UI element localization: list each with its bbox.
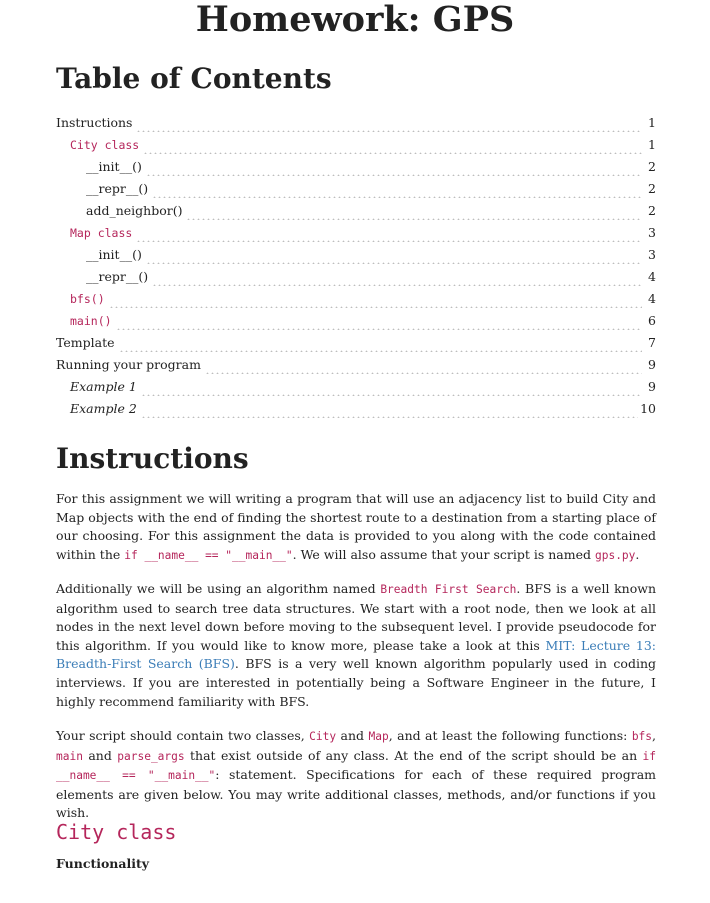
toc-entry-label[interactable]: [56, 312, 114, 330]
toc-entry-page: 4: [648, 269, 656, 284]
inline-code: Map: [368, 730, 389, 743]
text-span: . BFS is a very well known algorithm popularly used in coding interviews. If you are interested in potentially being a Software Engineer in the future, I highly recommend familiarity with BFS.: [56, 656, 656, 709]
toc-dot-leader: [146, 162, 642, 176]
toc-entry-label[interactable]: add_neighbor(): [86, 203, 183, 218]
toc-entry-label[interactable]: __repr__(): [86, 269, 149, 284]
toc-entry[interactable]: [56, 330, 656, 352]
text-span: Additionally we will be using an algorithm named: [56, 581, 381, 596]
toc-dot-leader: [119, 338, 643, 352]
toc-entry[interactable]: [56, 242, 656, 264]
inline-code: Breadth First Search: [380, 583, 517, 596]
inline-code: main: [56, 749, 83, 763]
toc-dot-leader: [109, 294, 642, 308]
toc-dot-leader: [152, 272, 642, 286]
text-span: : statement. Specifications for each of these required program elements are given below. You may write additional classes, methods, and/or functions if you wish.: [56, 767, 656, 821]
toc-entry[interactable]: [56, 176, 656, 198]
toc-entry-label[interactable]: Template: [56, 335, 115, 350]
toc-dot-leader: [141, 404, 638, 418]
toc-entry-page: 3: [648, 225, 656, 240]
toc-entry-page: 2: [648, 203, 656, 218]
toc-dot-leader: [205, 360, 642, 374]
toc-dot-leader: [116, 316, 642, 330]
toc-dot-leader: [136, 118, 642, 132]
toc-entry-code-label: Map class: [70, 226, 133, 240]
toc-entry[interactable]: [56, 220, 656, 242]
toc-entry-code-label: City class: [70, 138, 140, 152]
toc-entry-label[interactable]: Running your program: [56, 357, 201, 372]
instructions-paragraph-2: [56, 580, 656, 711]
toc-entry-page: 10: [640, 401, 656, 416]
toc-entry-page: 2: [648, 159, 656, 174]
table-of-contents: [56, 110, 656, 418]
text-span: that exist outside of any class. At the end of the script should be an: [184, 747, 643, 763]
toc-entry[interactable]: [56, 396, 656, 418]
instructions-paragraph-3: [56, 727, 656, 823]
toc-entry-code-label: main(): [70, 314, 112, 328]
toc-entry[interactable]: [56, 132, 656, 154]
toc-dot-leader: [146, 250, 642, 264]
inline-code: if __name__ == "__main__": [124, 548, 293, 562]
text-span: .: [635, 546, 640, 562]
toc-entry[interactable]: [56, 110, 656, 132]
text-span: . BFS is a well known algorithm used to search tree data structures. We start with a root node, then we look at all nodes in the next level down before moving to the subsequent level. I provide pseudocode for this algorithm. If you would like to know more, please take a look at this: [56, 581, 657, 653]
toc-entry[interactable]: [56, 154, 656, 176]
text-span: . We will also assume that your script is named: [292, 546, 595, 562]
toc-entry-label[interactable]: [56, 224, 134, 242]
toc-dot-leader: [143, 140, 642, 154]
text-span: ,: [652, 728, 657, 743]
inline-code: if __name__ == "__main__": [56, 749, 657, 783]
toc-entry-code-label: bfs(): [70, 292, 105, 306]
text-span: and: [336, 728, 369, 743]
toc-entry-label[interactable]: [56, 290, 107, 308]
text-span: Your script should contain two classes,: [56, 728, 310, 743]
text-span: , and at least the following functions:: [388, 728, 632, 743]
text-span: For this assignment we will writing a program that will use an adjacency list to build City and Map objects with the end of finding the shortest route to a destination from a starting place of our choosing. For this assignment the data is provided to you along with the code contained within the: [56, 491, 656, 562]
toc-entry[interactable]: [56, 286, 656, 308]
functionality-heading: Functionality: [56, 856, 150, 871]
inline-code: City: [309, 730, 337, 743]
toc-entry[interactable]: [56, 264, 656, 286]
toc-entry-page: 1: [648, 115, 656, 130]
toc-entry-label[interactable]: __init__(): [86, 247, 142, 262]
toc-entry[interactable]: [56, 374, 656, 396]
toc-entry-page: 4: [648, 291, 656, 306]
toc-entry-label[interactable]: Instructions: [56, 115, 133, 130]
text-span: and: [82, 747, 118, 763]
toc-entry-page: 7: [648, 335, 656, 350]
inline-code: bfs: [631, 730, 653, 743]
toc-heading: Table of Contents: [56, 62, 332, 95]
mit-bfs-lecture-link[interactable]: MIT: Lecture 13: Breadth-First Search (BFS): [56, 637, 656, 672]
toc-dot-leader: [186, 206, 642, 220]
toc-entry-label[interactable]: __repr__(): [86, 181, 149, 196]
toc-entry-page: 9: [648, 379, 656, 394]
toc-entry-label[interactable]: Example 2: [70, 401, 137, 416]
instructions-paragraph-1: [56, 490, 656, 565]
toc-entry-page: 9: [648, 357, 656, 372]
toc-entry[interactable]: [56, 198, 656, 220]
toc-entry-page: 1: [648, 137, 656, 152]
toc-entry[interactable]: [56, 308, 656, 330]
toc-dot-leader: [152, 184, 642, 198]
toc-dot-leader: [141, 382, 642, 396]
city-class-heading: City class: [56, 820, 177, 844]
toc-entry[interactable]: [56, 352, 656, 374]
toc-entry-label[interactable]: [56, 136, 141, 154]
inline-code: parse_args: [117, 749, 185, 763]
toc-entry-page: 3: [648, 247, 656, 262]
toc-entry-page: 2: [648, 181, 656, 196]
document-title: Homework: GPS: [195, 0, 515, 40]
toc-dot-leader: [136, 228, 642, 242]
toc-entry-label[interactable]: Example 1: [70, 379, 137, 394]
toc-entry-page: 6: [648, 313, 656, 328]
inline-code: gps.py: [594, 548, 636, 562]
toc-entry-label[interactable]: __init__(): [86, 159, 142, 174]
instructions-heading: Instructions: [56, 442, 249, 475]
